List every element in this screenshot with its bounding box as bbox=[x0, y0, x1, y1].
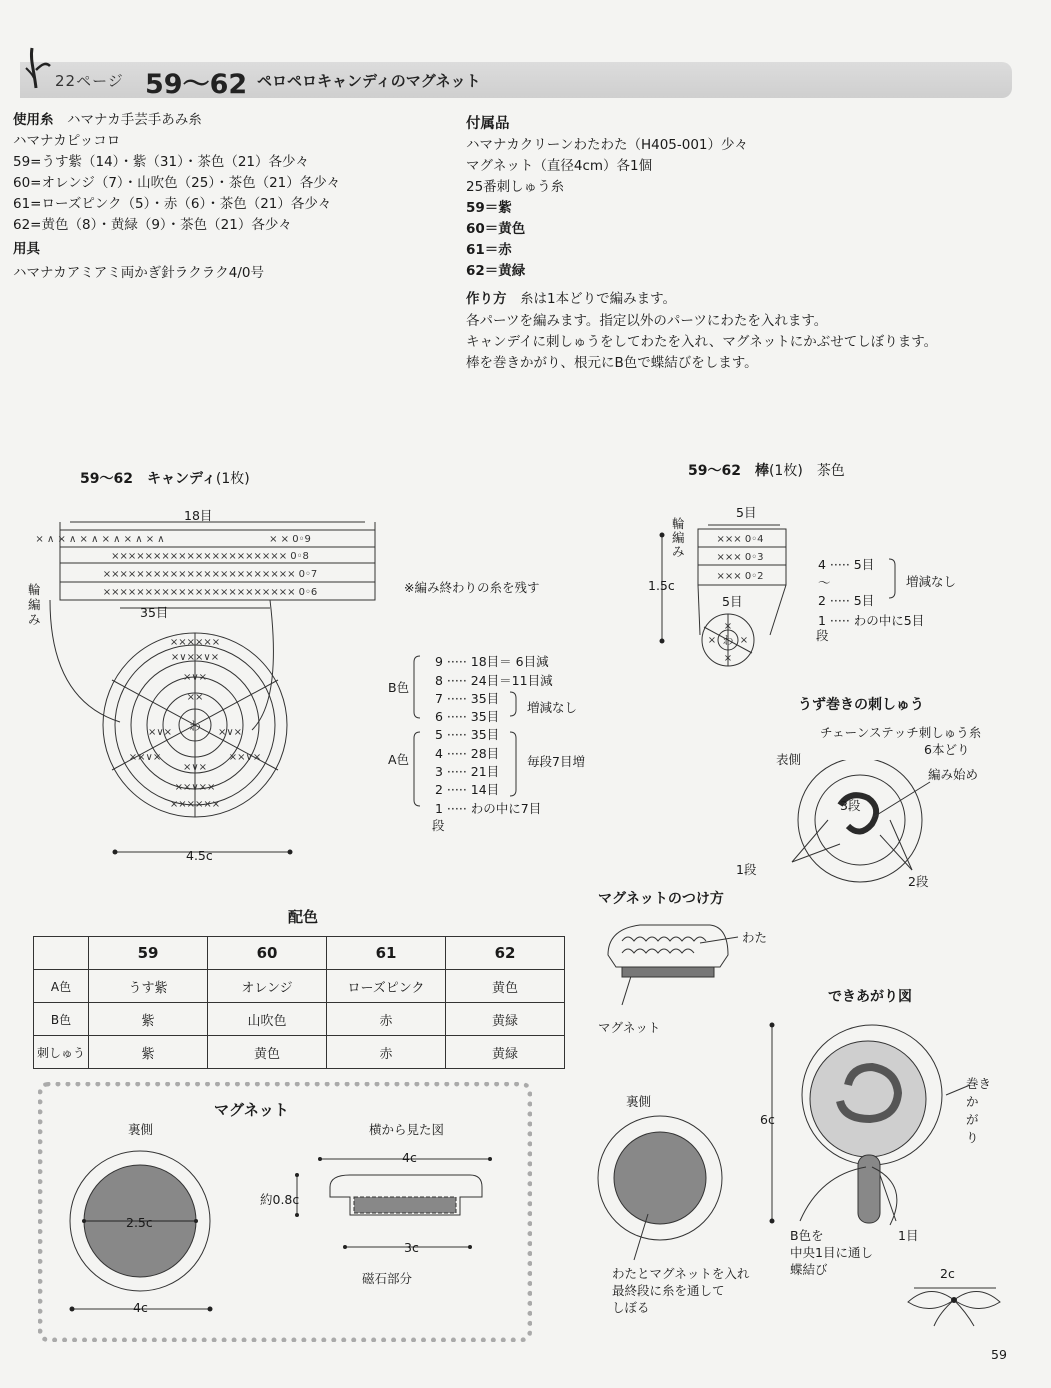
stick-row: 1 ····· わの中に5目 bbox=[818, 613, 925, 628]
thread-color: 61＝赤 bbox=[466, 242, 512, 258]
embroidery-side: 表側 bbox=[776, 752, 802, 767]
thread-color: 59＝紫 bbox=[466, 200, 512, 216]
magnet-inner: 2.5c bbox=[126, 1215, 153, 1230]
magnet-core-width: 3c bbox=[404, 1240, 419, 1255]
svg-text:××× 0◦3: ××× 0◦3 bbox=[716, 552, 764, 563]
yarn-heading: 使用糸 bbox=[13, 112, 54, 128]
candy-top-count: 18目 bbox=[184, 508, 213, 523]
method-line: キャンデイに刺しゅうをしてわたを入れ、マグネットにかぶせてしぼります。 bbox=[466, 334, 938, 350]
magnet-core-label: 磁石部分 bbox=[362, 1271, 413, 1286]
pattern-number: 59〜62 bbox=[145, 69, 248, 100]
thread-color: 62＝黄緑 bbox=[466, 263, 526, 279]
stick-note: 増減なし bbox=[906, 574, 957, 589]
table-cell: うす紫 bbox=[89, 970, 208, 1003]
row-count: わの中に7目 bbox=[470, 801, 542, 816]
magnet-back-diagram bbox=[60, 1135, 240, 1325]
magnet-outer: 4c bbox=[133, 1300, 148, 1315]
thread-color: 60＝黄色 bbox=[466, 221, 526, 237]
svg-text:×: × bbox=[723, 653, 733, 664]
row-number: 2 bbox=[818, 593, 826, 608]
stick-bottom-count: 5目 bbox=[722, 594, 743, 609]
tools-heading: 用具 bbox=[13, 241, 40, 257]
attach-note-line: しぼる bbox=[612, 1300, 650, 1315]
table-cell: 黄色 bbox=[208, 1036, 327, 1069]
yarn-name: ハマナカピッコロ bbox=[13, 133, 121, 149]
row-count: 28目 bbox=[470, 746, 500, 761]
row-count: 35目 bbox=[470, 727, 500, 742]
row-number: 4 bbox=[818, 557, 826, 572]
whip-char: 巻き bbox=[966, 1076, 992, 1091]
candy-row: 5 ····· 35目 bbox=[435, 727, 500, 742]
stick-row: 2 ····· 5目 bbox=[818, 593, 875, 608]
table-cell: 紫 bbox=[89, 1003, 208, 1036]
row-number: 2 bbox=[435, 782, 443, 797]
candy-row: 8 ····· 24目＝11目減 bbox=[435, 673, 553, 688]
candy-note-a: 毎段7目増 bbox=[527, 754, 585, 769]
table-header-row bbox=[34, 937, 565, 970]
method-intro bbox=[466, 289, 676, 310]
table-cell: 黄色 bbox=[446, 970, 565, 1003]
candy-row: 2 ····· 14目 bbox=[435, 782, 500, 797]
stick-bracket bbox=[885, 556, 905, 600]
svg-text:××× 0◦4: ××× 0◦4 bbox=[716, 534, 764, 545]
candy-row: 1 ····· わの中に7目 bbox=[435, 801, 542, 816]
svg-text:××××××: ×××××× bbox=[169, 799, 221, 810]
svg-text:× ∧ × ∧ × ∧ × ∧ × ∧ × ∧: × ∧ × ∧ × ∧ × ∧ × ∧ × ∧ bbox=[35, 534, 165, 545]
candy-note: ※編み終わりの糸を残す bbox=[404, 580, 540, 595]
row-count: 21目 bbox=[470, 764, 500, 779]
row-number: 6 bbox=[435, 709, 443, 724]
accessory-line: 25番刺しゅう糸 bbox=[466, 179, 565, 195]
row-count: 18目＝ 6目減 bbox=[470, 654, 549, 669]
color-table-title: 配色 bbox=[288, 908, 319, 926]
method-line: 各パーツを編みます。指定以外のパーツにわたを入れます。 bbox=[466, 313, 828, 329]
table-cell: 赤 bbox=[327, 1036, 446, 1069]
candy-row: 6 ····· 35目 bbox=[435, 709, 500, 724]
svg-text:××××××××××××××××××××××× 0◦6: ××××××××××××××××××××××× 0◦6 bbox=[102, 587, 318, 598]
row-label: B色 bbox=[34, 1003, 89, 1036]
accessory-line: マグネット（直径4cm）各1個 bbox=[466, 158, 653, 174]
whip-label bbox=[966, 1074, 991, 1146]
stick-title: 59〜62 棒 bbox=[688, 463, 769, 479]
color-a-label: A色 bbox=[388, 752, 410, 767]
svg-text:わ: わ bbox=[722, 634, 734, 647]
row-label: A色 bbox=[34, 970, 89, 1003]
attach-title: マグネットのつけ方 bbox=[598, 891, 724, 907]
magnet-back-label: 裏側 bbox=[128, 1122, 154, 1137]
svg-text:××××××××××××××××××××× 0◦8: ××××××××××××××××××××× 0◦8 bbox=[111, 551, 309, 562]
candy-count: (1枚) bbox=[215, 471, 250, 487]
row-number: 4 bbox=[435, 746, 443, 761]
svg-text:××∨×: ××∨× bbox=[228, 752, 262, 763]
color-table bbox=[33, 936, 565, 1069]
yarn-line: 60=オレンジ（7）・山吹色（25）・茶色（21）各少々 bbox=[13, 175, 341, 191]
table-header: 60 bbox=[208, 937, 327, 970]
magnet-side-label: 横から見た図 bbox=[369, 1122, 445, 1137]
bow-diagram bbox=[900, 1282, 1010, 1330]
svg-text:××××××: ×××××× bbox=[169, 637, 221, 648]
magnet-thickness: 約0.8c bbox=[260, 1192, 300, 1207]
embroidery-title: うず巻きの刺しゅう bbox=[798, 697, 924, 713]
stick-row: 4 ····· 5目 bbox=[818, 557, 875, 572]
page-number: 59 bbox=[991, 1347, 1007, 1362]
pattern-title: ペロペロキャンディのマグネット bbox=[257, 72, 481, 90]
accessories-heading: 付属品 bbox=[466, 116, 510, 132]
candy-title-row bbox=[80, 468, 250, 488]
magnet-side-width: 4c bbox=[402, 1150, 417, 1165]
attach-cotton: わた bbox=[742, 930, 768, 945]
svg-text:×∨×: ×∨× bbox=[147, 727, 173, 738]
yarn-brand: ハマナカ手芸手あみ糸 bbox=[67, 112, 202, 128]
table-cell: オレンジ bbox=[208, 970, 327, 1003]
svg-text:××× 0◦2: ××× 0◦2 bbox=[716, 571, 764, 582]
page-reference: 22ページ bbox=[55, 72, 124, 90]
embroidery-r1: 1段 bbox=[736, 862, 757, 877]
candy-row: 7 ····· 35目 bbox=[435, 691, 500, 706]
candy-ring-label: 輪編み bbox=[28, 582, 41, 627]
row-count: 14目 bbox=[470, 782, 500, 797]
table-cell: ローズピンク bbox=[327, 970, 446, 1003]
row-unit: 段 bbox=[816, 628, 829, 643]
yarn-line: 62=黄色（8）・黄緑（9）・茶色（21）各少々 bbox=[13, 217, 292, 233]
stick-color: 茶色 bbox=[816, 463, 845, 479]
method-first: 糸は1本どりで編みます。 bbox=[520, 291, 677, 307]
row-number: 8 bbox=[435, 673, 443, 688]
table-cell: 黄緑 bbox=[446, 1003, 565, 1036]
candy-row: 3 ····· 21目 bbox=[435, 764, 500, 779]
table-cell: 山吹色 bbox=[208, 1003, 327, 1036]
svg-text:××××××××××××××××××××××× 0◦7: ××××××××××××××××××××××× 0◦7 bbox=[102, 569, 318, 580]
row-count: 35目 bbox=[470, 691, 500, 706]
svg-text:××∨×: ××∨× bbox=[128, 752, 162, 763]
method-heading: 作り方 bbox=[466, 291, 507, 307]
svg-text:××∨××: ××∨×× bbox=[174, 782, 216, 793]
stick-title-row bbox=[688, 460, 845, 480]
svg-text:×: × bbox=[707, 635, 717, 646]
stick-height: 1.5c bbox=[648, 578, 675, 593]
svg-text:×: × bbox=[739, 635, 749, 646]
needle-logo-icon bbox=[20, 40, 54, 92]
svg-text:× × 0◦9: × × 0◦9 bbox=[269, 534, 311, 545]
candy-row: 4 ····· 28目 bbox=[435, 746, 500, 761]
table-corner bbox=[34, 937, 89, 970]
bow-note-line: B色を bbox=[790, 1228, 824, 1243]
table-cell: 紫 bbox=[89, 1036, 208, 1069]
attach-magnet: マグネット bbox=[598, 1020, 661, 1035]
svg-text:××: ×× bbox=[186, 692, 204, 703]
svg-text:×∨×: ×∨× bbox=[182, 762, 208, 773]
embroidery-r3: 3段 bbox=[840, 798, 861, 813]
magnet-box-title: マグネット bbox=[214, 1101, 289, 1119]
method-line: 棒を巻きかがり、根元にB色で蝶結びをします。 bbox=[466, 355, 758, 371]
whip-char: か bbox=[966, 1094, 979, 1109]
row-number: 3 bbox=[435, 764, 443, 779]
color-b-label: B色 bbox=[388, 680, 410, 695]
table-row bbox=[34, 1003, 565, 1036]
svg-text:×: × bbox=[723, 621, 733, 632]
candy-note-b: 増減なし bbox=[527, 700, 578, 715]
stick-top-count: 5目 bbox=[736, 505, 757, 520]
yarn-section bbox=[13, 110, 202, 131]
tools-text: ハマナカアミアミ両かぎ針ラクラク4/0号 bbox=[13, 265, 264, 281]
embroidery-r2: 2段 bbox=[908, 874, 929, 889]
svg-text:わ: わ bbox=[188, 719, 202, 733]
whip-char: り bbox=[966, 1130, 979, 1145]
row-tilde: 〜 bbox=[818, 575, 831, 590]
svg-text:×∨××∨×: ×∨××∨× bbox=[170, 652, 220, 663]
table-header: 61 bbox=[327, 937, 446, 970]
row-unit: 段 bbox=[432, 818, 445, 833]
attach-back-diagram bbox=[596, 1110, 728, 1270]
embroidery-diagram bbox=[780, 760, 960, 900]
bow-note-line: 中央1目に通し bbox=[790, 1245, 873, 1260]
table-cell: 赤 bbox=[327, 1003, 446, 1036]
row-number: 1 bbox=[435, 801, 443, 816]
svg-text:×∨×: ×∨× bbox=[217, 727, 243, 738]
row-number: 5 bbox=[435, 727, 443, 742]
row-number: 9 bbox=[435, 654, 443, 669]
whip-char: が bbox=[966, 1112, 979, 1127]
finished-stitch: 1目 bbox=[898, 1228, 919, 1243]
bow-width: 2c bbox=[940, 1266, 955, 1281]
row-number: 1 bbox=[818, 613, 826, 628]
attach-note-line: わたとマグネットを入れ bbox=[612, 1266, 750, 1281]
accessory-line: ハマナカクリーンわたわた（H405-001）少々 bbox=[466, 137, 749, 153]
row-count: 5目 bbox=[853, 557, 875, 572]
svg-text:×∨×: ×∨× bbox=[182, 672, 208, 683]
row-number: 7 bbox=[435, 691, 443, 706]
candy-title: 59〜62 キャンディ bbox=[80, 471, 216, 487]
row-count: 24目＝11目減 bbox=[470, 673, 553, 688]
row-count: わの中に5目 bbox=[853, 613, 925, 628]
attach-back-label: 裏側 bbox=[626, 1094, 652, 1109]
attach-note-line: 最終段に糸を通して bbox=[612, 1283, 725, 1298]
embroidery-start: 編み始め bbox=[928, 767, 979, 782]
finished-title: できあがり図 bbox=[828, 989, 912, 1005]
table-row bbox=[34, 1036, 565, 1069]
candy-row: 9 ····· 18目＝ 6目減 bbox=[435, 654, 549, 669]
candy-width: 4.5c bbox=[186, 848, 213, 863]
yarn-line: 59=うす紫（14）・紫（31）・茶色（21）各少々 bbox=[13, 154, 310, 170]
stick-ring-label: 輪編み bbox=[672, 516, 685, 559]
candy-mid-count: 35目 bbox=[140, 605, 169, 620]
table-row bbox=[34, 970, 565, 1003]
table-cell: 黄緑 bbox=[446, 1036, 565, 1069]
row-count: 5目 bbox=[853, 593, 875, 608]
embroidery-strands: 6本どり bbox=[924, 742, 970, 757]
table-header: 62 bbox=[446, 937, 565, 970]
row-label: 刺しゅう bbox=[34, 1036, 89, 1069]
candy-diagram bbox=[20, 500, 380, 870]
table-header: 59 bbox=[89, 937, 208, 970]
row-count: 35目 bbox=[470, 709, 500, 724]
finished-height: 6c bbox=[760, 1112, 775, 1127]
embroidery-thread: チェーンステッチ刺しゅう糸 bbox=[820, 725, 982, 740]
yarn-line: 61=ローズピンク（5）・赤（6）・茶色（21）各少々 bbox=[13, 196, 332, 212]
bow-note-line: 蝶結び bbox=[790, 1262, 828, 1277]
stick-count: (1枚) bbox=[768, 463, 803, 479]
